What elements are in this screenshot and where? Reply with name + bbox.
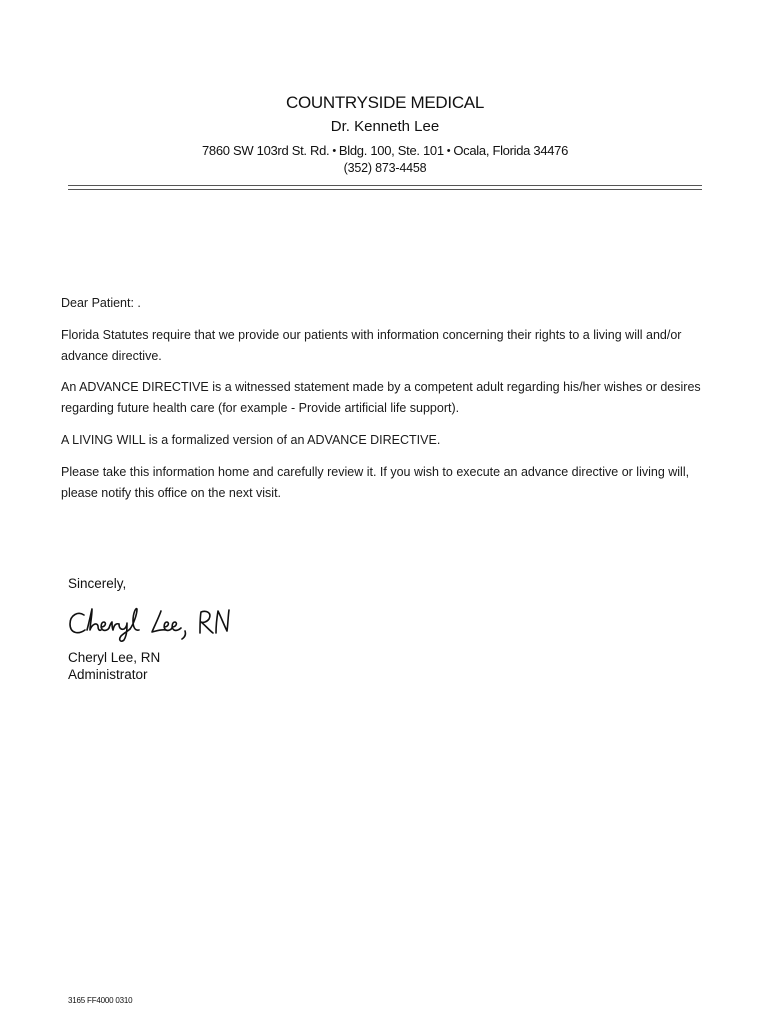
bullet-separator: • [446,145,451,157]
letterhead [0,92,770,177]
bullet-separator: • [332,145,336,157]
practice-name: COUNTRYSIDE MEDICAL [285,93,485,112]
practice-address [0,142,770,160]
practice-phone: (352) 873-4458 [343,161,427,175]
address-city: Ocala, Florida 34476 [453,143,569,158]
paragraph-living-will: A LIVING WILL is a formalized version of an ADVANCE DIRECTIVE. [61,433,441,447]
header-divider-bottom [68,189,702,190]
address-street: 7860 SW 103rd St. Rd. [201,143,330,158]
paragraph-statutes: Florida Statutes require that we provide our patients with information concerning their rights to a living will and/or advance directive. [61,328,682,363]
paragraph-instructions: Please take this information home and carefully review it. If you wish to execute an advance directive or living will, please notify this office on the next visit. [61,465,690,500]
address-building: Bldg. 100, Ste. 101 [338,143,444,158]
header-divider-top [68,185,702,186]
handwritten-signature [66,603,241,643]
signer-title: Administrator [68,667,148,682]
doctor-name: Dr. Kenneth Lee [330,118,440,135]
valediction: Sincerely, [68,576,127,591]
signer-name: Cheryl Lee, RN [68,650,161,665]
paragraph-advance-directive: An ADVANCE DIRECTIVE is a witnessed statement made by a competent adult regarding his/her wishes or desires regarding future health care (for example - Provide artificial life support). [61,380,701,415]
form-code: 3165 FF4000 0310 [68,996,133,1005]
salutation: Dear Patient: . [61,296,141,310]
